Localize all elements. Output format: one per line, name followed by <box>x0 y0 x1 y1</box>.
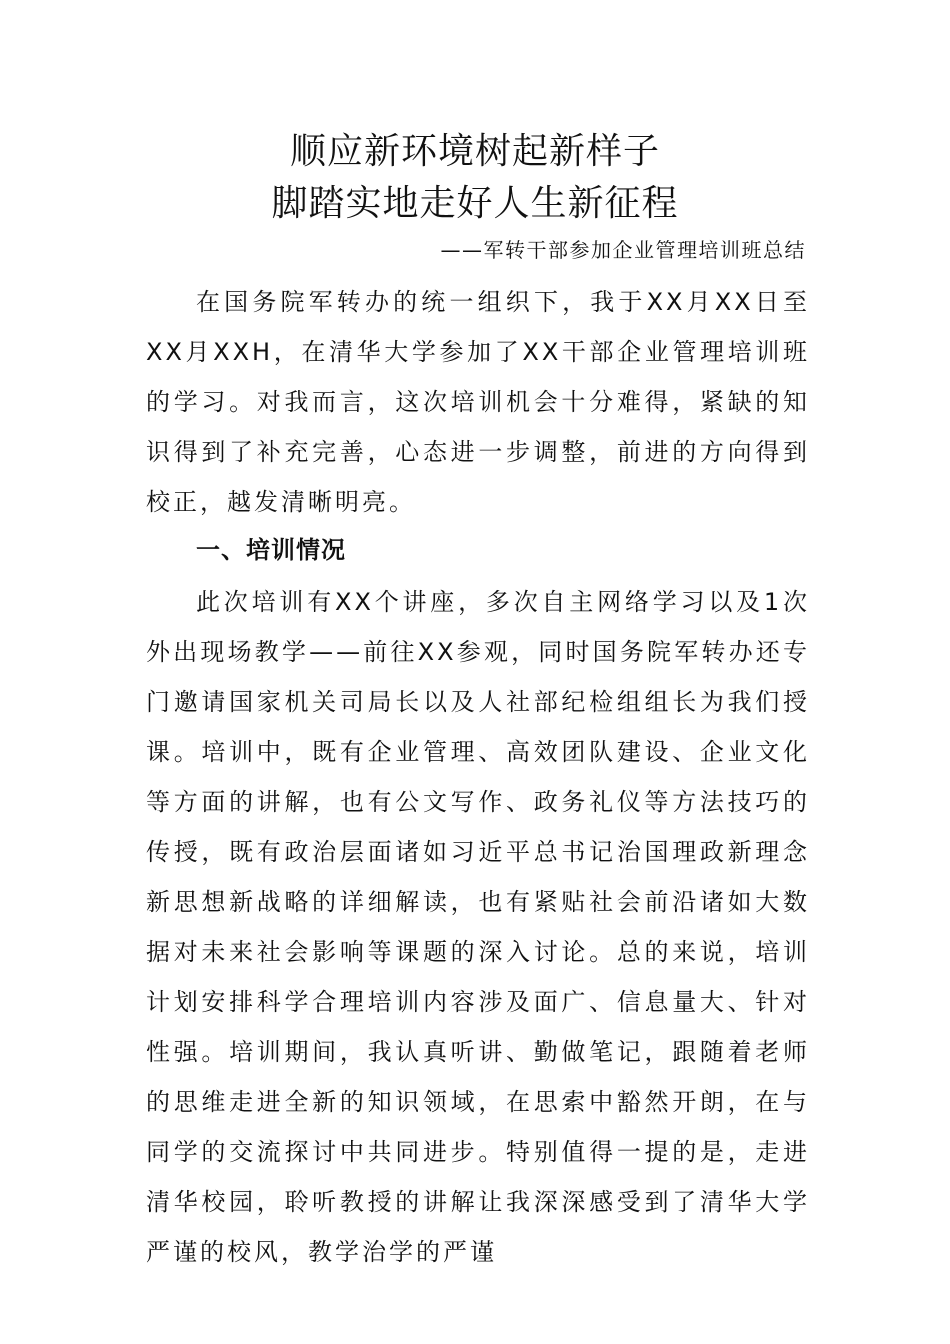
document-title-line-1: 顺应新环境树起新样子 <box>289 131 660 172</box>
section-heading: 一、培训情况 <box>196 536 346 564</box>
section-paragraph: 此次培训有XX个讲座，多次自主网络学习以及1次外出现场教学——前往XX参观，同时国务院军转办还专门邀请国家机关司局长以及人社部纪检组组长为我们授课。培训中，既有企业管理、高效团队建设、企业文化等方面的讲解，也有公文写作、政务礼仪等方法技巧的传授，既有政治层面诸如习近平总书记治国理政新理念新思想新战略的详细解读，也有紧贴社会前沿诸如大数据对未来社会影响等课题的深入讨论。总的来说，培训计划安排科学合理培训内容涉及面广、信息量大、针对性强。培训期间，我认真听讲、勤做笔记，跟随着老师的思维走进全新的知识领域，在思索中豁然开朗，在与同学的交流探讨中共同进步。特别值得一提的是，走进清华校园，聆听教授的讲解让我深深感受到了清华大学严谨的校风，教学治学的严谨 <box>146 588 810 1266</box>
intro-paragraph: 在国务院军转办的统一组织下，我于XX月XX日至XX月XXH，在清华大学参加了XX干部企业管理培训班的学习。对我而言，这次培训机会十分难得，紧缺的知识得到了补充完善，心态进一步调整，前进的方向得到校正，越发清晰明亮。 <box>146 288 810 516</box>
document-title-line-2: 脚踏实地走好人生新征程 <box>271 183 679 224</box>
document-subtitle: ——军转干部参加企业管理培训班总结 <box>440 238 806 262</box>
